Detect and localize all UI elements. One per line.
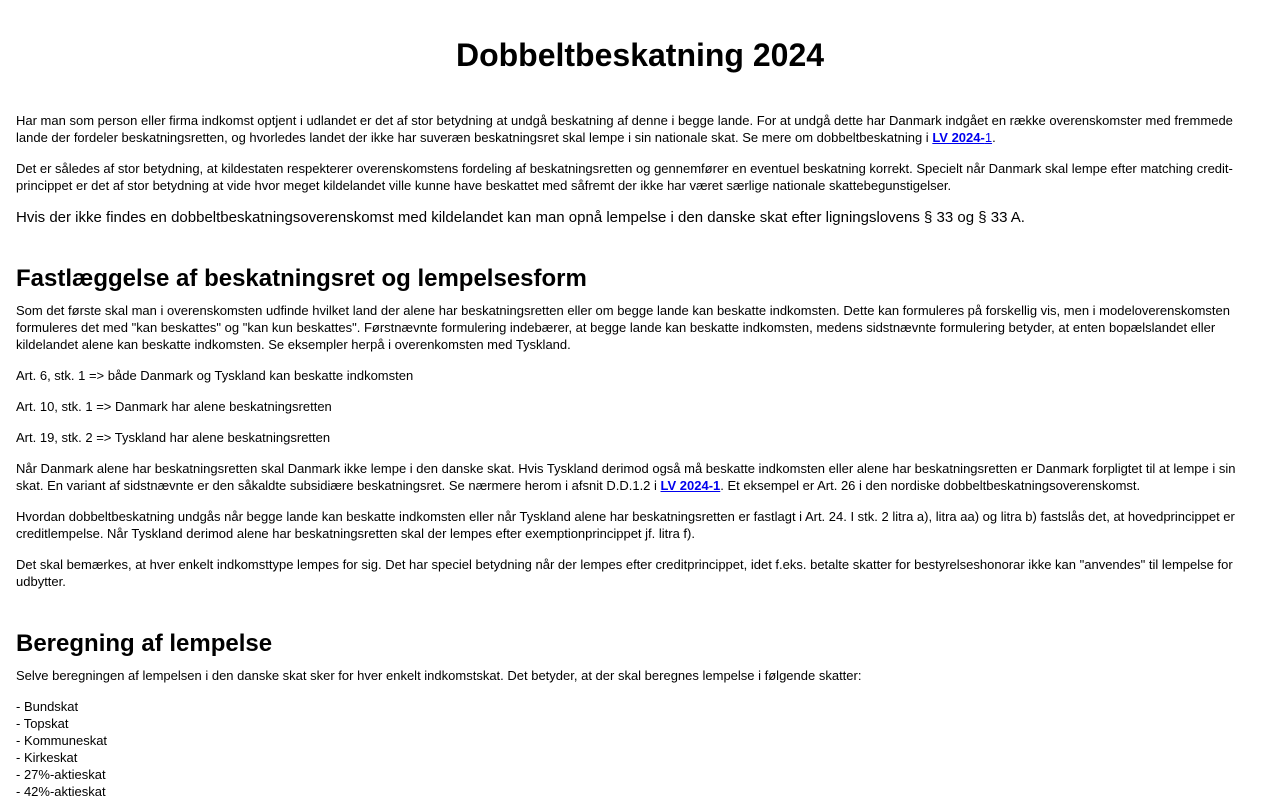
list-item: - 42%-aktieskat <box>16 784 106 799</box>
lv-link-bold-part: LV 2024- <box>932 130 985 145</box>
section1-paragraph-1: Som det første skal man i overenskomsten udfinde hvilket land der alene har beskatningsretten eller om begge lande kan beskatte indkomsten. Dette kan formuleres på forskellig vis, men i modeloverenskomsten formuleres det med "kan beskattes" og "kan kun beskattes". Førstnævnte formulering indebærer, at begge lande kan beskatte indkomsten, medens sidstnævnte formulering betyder, at enten bopælslandet eller kildelandet alene kan beskatte indkomsten. Se eksempler herpå i overenkomsten med Tyskland. <box>16 303 1230 352</box>
intro-paragraph-1 <box>16 112 1264 146</box>
section2-paragraph-1: Selve beregningen af lempelsen i den danske skat sker for hver enkelt indkomstskat. Det betyder, at der skal beregnes lempelse i følgende skatter: <box>16 668 862 683</box>
lv-2024-link-section1[interactable]: LV 2024-1 <box>660 478 721 493</box>
list-item: - Bundskat <box>16 699 79 714</box>
article-line-1: Art. 6, stk. 1 => både Danmark og Tyskland kan beskatte indkomsten <box>16 368 414 383</box>
intro-paragraph-1-text: Har man som person eller firma indkomst optjent i udlandet er det af stor betydning at undgå beskatning af denne i begge lande. For at undgå dette har Danmark indgået en række overenskomster med fremmede lande der fordeler beskatningsretten, og hvorledes landet der ikke har suveræn beskatningsret skal lempe i sin nationale skat. Se mere om dobbeltbeskatning i <box>16 113 1233 145</box>
intro-paragraph-2: Det er således af stor betydning, at kildestaten respekterer overenskomstens fordeling af beskatningsretten og gennemfører en eventuel beskatning korrekt. Specielt når Danmark skal lempe efter matching credit-princippet er det af stor betydning at vide hvor meget kildelandet ville kunne have beskattet med såfremt der ikke har været særlige nationale skattebegunstigelser. <box>16 161 1233 193</box>
section1-paragraph-2-text: Når Danmark alene har beskatningsretten skal Danmark ikke lempe i den danske skat. Hvis Tyskland derimod også må beskatte indkomsten eller alene har beskatningsretten er Danmark forpligtet til at lempe i sin skat. En variant af sidstnævnte er den såkaldte subsidiære beskatningsret. Se nærmere herom i afsnit D.D.1.2 i <box>16 461 1236 493</box>
list-item: - 27%-aktieskat <box>16 767 106 782</box>
section1-paragraph-4: Det skal bemærkes, at hver enkelt indkomsttype lempes for sig. Det har speciel betydning når der lempes efter creditprincippet, idet f.eks. betalte skatter for bestyrelseshonorar ikke kan "anvendes" til lempelse for udbytter. <box>16 557 1233 589</box>
lv-link-plain-part: 1 <box>984 130 993 145</box>
list-item: - Kirkeskat <box>16 750 78 765</box>
section-heading-beregning: Beregning af lempelse <box>16 630 273 657</box>
lv-2024-link-intro[interactable] <box>932 130 992 145</box>
tax-list <box>16 698 1264 800</box>
list-item: - Topskat <box>16 716 69 731</box>
section1-paragraph-3: Hvordan dobbeltbeskatning undgås når begge lande kan beskatte indkomsten eller når Tyskland alene har beskatningsretten er fastlagt i Art. 24. I stk. 2 litra a), litra aa) og litra b) fastslås det, at hovedprincippet er creditlempelse. Når Tyskland derimod alene har beskatningsretten skal der lempes efter exemptionprincippet jf. litra f). <box>16 509 1235 541</box>
section1-paragraph-2-end: . Et eksempel er Art. 26 i den nordiske dobbeltbeskatningsoverenskomst. <box>720 478 1141 493</box>
intro-paragraph-1-end: . <box>992 130 996 145</box>
intro-paragraph-3: Hvis der ikke findes en dobbeltbeskatningsoverenskomst med kildelandet kan man opnå lempelse i den danske skat efter ligningslovens § 33 og § 33 A. <box>16 209 1025 226</box>
list-item: - Kommuneskat <box>16 733 108 748</box>
section-heading-fastlaeggelse: Fastlæggelse af beskatningsret og lempelsesform <box>16 265 587 292</box>
page-title: Dobbeltbeskatning 2024 <box>455 37 825 73</box>
article-line-3: Art. 19, stk. 2 => Tyskland har alene beskatningsretten <box>16 430 331 445</box>
section1-paragraph-2 <box>16 460 1264 494</box>
article-line-2: Art. 10, stk. 1 => Danmark har alene beskatningsretten <box>16 399 332 414</box>
